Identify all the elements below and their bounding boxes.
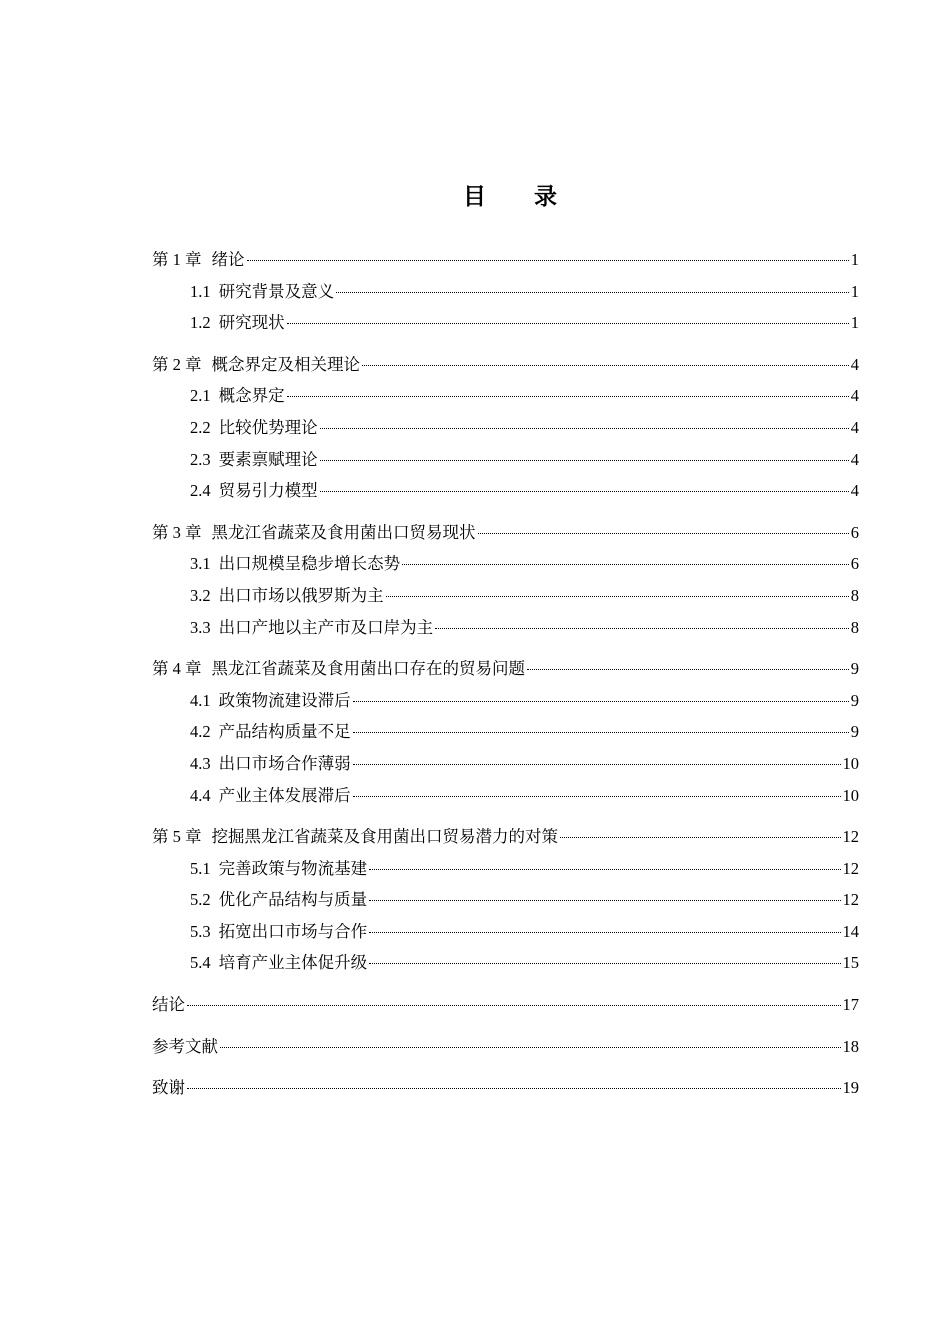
toc-entry-number: 2.2 (190, 417, 211, 437)
toc-section-entry[interactable] (152, 716, 859, 748)
toc-entry-page-number: 17 (842, 995, 859, 1015)
toc-section-entry[interactable] (152, 612, 859, 644)
toc-leader-dots (353, 764, 841, 765)
toc-entry-page-number: 4 (850, 417, 859, 437)
toc-entry-page-number: 1 (850, 313, 859, 333)
toc-entry-number: 4.2 (190, 722, 211, 742)
toc-leader-dots (527, 669, 849, 670)
toc-section-entry[interactable] (152, 780, 859, 812)
toc-entry-page-number: 19 (842, 1078, 859, 1098)
toc-entry-title: 政策物流建设滞后 (218, 690, 351, 710)
toc-entry-label (152, 517, 476, 549)
toc-entry-title: 产品结构质量不足 (218, 722, 351, 742)
table-of-contents (152, 244, 859, 1104)
toc-entry-label (152, 1072, 185, 1104)
toc-section-entry[interactable] (152, 748, 859, 780)
toc-chapter-entry[interactable] (152, 244, 859, 276)
toc-entry-label (190, 748, 351, 780)
toc-entry-number: 5.3 (190, 921, 211, 941)
toc-entry-page-number: 8 (850, 617, 859, 637)
toc-section-entry[interactable] (152, 548, 859, 580)
toc-entry-label (190, 716, 351, 748)
toc-entry-page-number: 4 (850, 354, 859, 374)
toc-entry-page-number: 9 (850, 659, 859, 679)
toc-entry-page-number: 6 (850, 554, 859, 574)
toc-entry-title: 研究现状 (218, 313, 285, 333)
toc-entry-page-number: 14 (842, 921, 859, 941)
toc-leader-dots (369, 869, 840, 870)
toc-entry-title: 产业主体发展滞后 (218, 785, 351, 805)
toc-entry-page-number: 9 (850, 690, 859, 710)
toc-section-entry[interactable] (152, 685, 859, 717)
toc-section-entry[interactable] (152, 884, 859, 916)
toc-entry-title: 优化产品结构与质量 (218, 890, 368, 910)
toc-leader-dots (320, 428, 849, 429)
toc-entry-title: 出口产地以主产市及口岸为主 (218, 617, 434, 637)
toc-entry-label (190, 475, 318, 507)
toc-entry-title: 参考文献 (152, 1036, 218, 1056)
toc-entry-number: 第 1 章 (152, 250, 202, 269)
toc-entry-page-number: 10 (842, 753, 859, 773)
toc-section-entry[interactable] (152, 307, 859, 339)
toc-section-entry[interactable] (152, 916, 859, 948)
toc-leader-dots (435, 628, 849, 629)
toc-entry-number: 5.4 (190, 953, 211, 973)
toc-entry-title: 拓宽出口市场与合作 (218, 921, 368, 941)
toc-entry-number: 第 2 章 (152, 354, 202, 374)
toc-entry-label (190, 780, 351, 812)
toc-entry-label (152, 1031, 218, 1063)
toc-entry-title: 挖掘黑龙江省蔬菜及食用菌出口贸易潜力的对策 (211, 827, 558, 847)
toc-entry-label (190, 947, 367, 979)
toc-section-entry[interactable] (152, 947, 859, 979)
toc-entry-label (190, 916, 367, 948)
toc-leader-dots (287, 396, 849, 397)
toc-entry-number: 1.1 (190, 281, 211, 301)
toc-entry-title: 培育产业主体促升级 (218, 953, 368, 973)
toc-entry-label (152, 349, 360, 381)
toc-entry-page-number: 12 (842, 858, 859, 878)
toc-entry-page-number: 8 (850, 585, 859, 605)
toc-entry-page-number: 1 (850, 250, 859, 269)
toc-chapter-entry[interactable] (152, 1031, 859, 1063)
toc-title-right: 录 (534, 184, 557, 210)
toc-entry-label (190, 884, 367, 916)
toc-chapter-entry[interactable] (152, 1072, 859, 1104)
toc-entry-label (190, 276, 334, 308)
toc-entry-number: 4.1 (190, 690, 211, 710)
toc-leader-dots (187, 1088, 841, 1089)
toc-entry-title: 概念界定 (218, 386, 285, 406)
toc-entry-number: 第 3 章 (152, 522, 202, 542)
toc-entry-title: 出口市场以俄罗斯为主 (218, 585, 384, 605)
toc-entry-page-number: 6 (850, 522, 859, 542)
toc-entry-page-number: 15 (842, 953, 859, 973)
toc-section-entry[interactable] (152, 276, 859, 308)
toc-section-entry[interactable] (152, 853, 859, 885)
toc-entry-number: 5.2 (190, 890, 211, 910)
toc-leader-dots (353, 701, 849, 702)
toc-leader-dots (560, 837, 841, 838)
toc-entry-number: 3.1 (190, 554, 211, 574)
toc-entry-title: 黑龙江省蔬菜及食用菌出口存在的贸易问题 (211, 659, 525, 679)
toc-entry-number: 2.3 (190, 449, 211, 469)
toc-entry-label (190, 444, 318, 476)
toc-entry-title: 黑龙江省蔬菜及食用菌出口贸易现状 (211, 522, 476, 542)
toc-chapter-entry[interactable] (152, 517, 859, 549)
toc-leader-dots (369, 900, 840, 901)
toc-entry-title: 出口市场合作薄弱 (218, 753, 351, 773)
toc-entry-page-number: 18 (842, 1036, 859, 1056)
toc-entry-label (190, 853, 367, 885)
toc-entry-label (152, 244, 245, 276)
toc-entry-title: 比较优势理论 (218, 417, 318, 437)
toc-entry-page-number: 10 (842, 785, 859, 805)
toc-entry-number: 3.2 (190, 585, 211, 605)
toc-entry-number: 5.1 (190, 858, 211, 878)
toc-leader-dots (386, 596, 849, 597)
toc-entry-title: 完善政策与物流基建 (218, 858, 368, 878)
toc-entry-number: 2.4 (190, 481, 211, 501)
toc-entry-title: 研究背景及意义 (218, 281, 335, 301)
toc-section-entry[interactable] (152, 380, 859, 412)
toc-leader-dots (320, 460, 849, 461)
toc-entry-title: 结论 (152, 995, 185, 1015)
toc-entry-number: 4.3 (190, 753, 211, 773)
toc-leader-dots (187, 1005, 841, 1006)
toc-entry-number: 2.1 (190, 386, 211, 406)
toc-leader-dots (369, 932, 840, 933)
toc-entry-number: 3.3 (190, 617, 211, 637)
toc-entry-page-number: 4 (850, 481, 859, 501)
toc-entry-label (190, 580, 384, 612)
toc-leader-dots (220, 1047, 841, 1048)
toc-entry-label (152, 989, 185, 1021)
toc-leader-dots (287, 323, 849, 324)
toc-entry-title: 贸易引力模型 (218, 481, 318, 501)
toc-entry-page-number: 12 (842, 890, 859, 910)
toc-leader-dots (362, 365, 849, 366)
toc-leader-dots (369, 963, 840, 964)
toc-entry-number: 4.4 (190, 785, 211, 805)
toc-entry-number: 第 5 章 (152, 827, 202, 847)
toc-entry-title: 出口规模呈稳步增长态势 (218, 554, 401, 574)
toc-entry-page-number: 4 (850, 386, 859, 406)
toc-section-entry[interactable] (152, 444, 859, 476)
toc-entry-title: 概念界定及相关理论 (211, 354, 360, 374)
toc-title (0, 178, 950, 211)
toc-leader-dots (353, 796, 841, 797)
toc-entry-title: 致谢 (152, 1078, 185, 1098)
toc-entry-page-number: 4 (850, 449, 859, 469)
toc-entry-label (190, 380, 285, 412)
toc-chapter-entry[interactable] (152, 821, 859, 853)
toc-entry-title: 绪论 (211, 250, 245, 269)
toc-entry-label (152, 653, 525, 685)
toc-leader-dots (353, 732, 849, 733)
toc-entry-label (190, 612, 433, 644)
toc-entry-title: 要素禀赋理论 (218, 449, 318, 469)
toc-entry-number: 1.2 (190, 313, 211, 333)
toc-entry-label (190, 412, 318, 444)
toc-entry-label (190, 685, 351, 717)
toc-entry-label (152, 821, 558, 853)
toc-entry-label (190, 548, 400, 580)
toc-title-left: 目 (463, 184, 486, 210)
toc-entry-page-number: 12 (842, 827, 859, 847)
toc-section-entry[interactable] (152, 412, 859, 444)
toc-leader-dots (320, 491, 849, 492)
toc-section-entry[interactable] (152, 475, 859, 507)
toc-entry-page-number: 9 (850, 722, 859, 742)
toc-chapter-entry[interactable] (152, 349, 859, 381)
toc-leader-dots (402, 564, 849, 565)
toc-leader-dots (247, 260, 849, 261)
toc-entry-number: 第 4 章 (152, 659, 202, 679)
toc-chapter-entry[interactable] (152, 653, 859, 685)
toc-entry-label (190, 307, 285, 339)
toc-leader-dots (478, 533, 849, 534)
toc-chapter-entry[interactable] (152, 989, 859, 1021)
toc-entry-page-number: 1 (850, 281, 859, 301)
toc-section-entry[interactable] (152, 580, 859, 612)
toc-leader-dots (336, 292, 849, 293)
